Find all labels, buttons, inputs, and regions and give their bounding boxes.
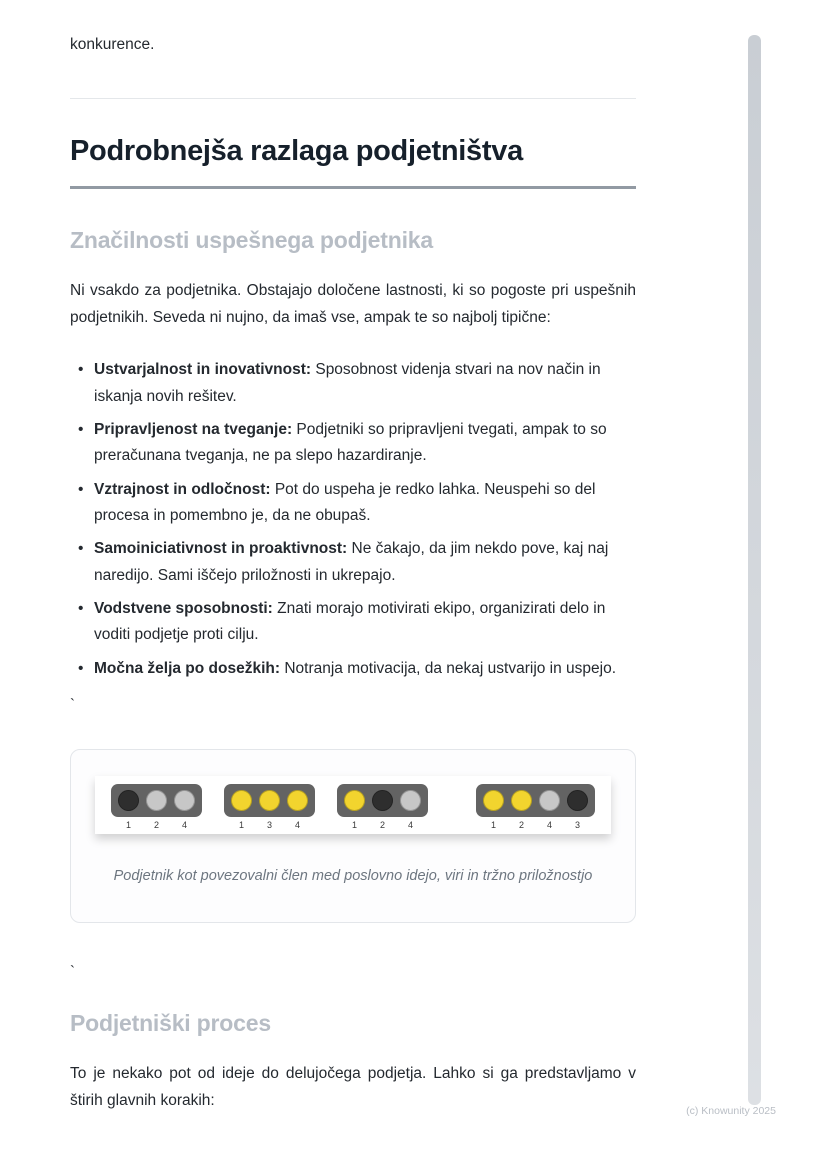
list-item-term: Ustvarjalnost in inovativnost:	[94, 361, 312, 379]
light-label: 4	[181, 820, 187, 831]
figure-caption: Podjetnik kot povezovalni člen med poslovno idejo, viri in tržno priložnostjo	[113, 868, 593, 885]
stray-backtick-2: `	[70, 963, 75, 981]
light-label: 3	[574, 820, 580, 831]
list-item	[70, 477, 636, 530]
list-item-term: Močna želja po dosežkih:	[94, 659, 281, 677]
light-group	[337, 784, 428, 830]
light-label: 1	[490, 820, 496, 831]
light-label: 4	[294, 820, 300, 831]
previous-paragraph-end: konkurence.	[70, 36, 155, 53]
entrepreneur-traits-list	[70, 357, 636, 682]
subsection-title-znacilnosti: Značilnosti uspešnega podjetnika	[70, 227, 433, 253]
figure-card	[70, 749, 636, 923]
light-group	[476, 784, 595, 830]
yellow-light-icon	[231, 790, 252, 811]
list-item-text: Znati morajo motivirati ekipo, organizirati delo in voditi podjetje proti cilju.	[94, 600, 606, 644]
light-labels	[224, 817, 315, 830]
list-item	[70, 357, 636, 410]
list-item-term: Pripravljenost na tveganje:	[94, 421, 293, 438]
gray-light-icon	[400, 790, 421, 811]
subsection-title-proces: Podjetniški proces	[70, 1010, 271, 1037]
light-group	[111, 784, 202, 830]
light-label: 3	[266, 820, 272, 831]
light-panel	[224, 784, 315, 817]
yellow-light-icon	[483, 790, 504, 811]
list-item-text: Ne čakajo, da jim nekdo pove, kaj naj naredijo. Sami iščejo priložnosti in ukrepajo.	[94, 540, 609, 584]
gray-light-icon	[539, 790, 560, 811]
list-item-text: Sposobnost videnja stvari na nov način in iskanja novih rešitev.	[94, 361, 601, 405]
list-item-text: Notranja motivacija, da nekaj ustvarijo in uspejo.	[280, 659, 617, 677]
list-item-text: Pot do uspeha je redko lahka. Neuspehi so del procesa in pomembno je, da ne obupaš.	[94, 480, 596, 525]
list-item-term: Vztrajnost in odločnost:	[94, 480, 271, 498]
dark-light-icon	[567, 790, 588, 811]
list-item	[70, 417, 636, 470]
stray-backtick: `	[70, 696, 75, 714]
list-item-text: Podjetniki so pripravljeni tvegati, ampak to so preračunana tveganja, ne pa slepo hazardiranje.	[94, 421, 607, 465]
light-label: 4	[407, 820, 413, 831]
light-label: 2	[153, 820, 159, 831]
yellow-light-icon	[344, 790, 365, 811]
light-label: 1	[351, 820, 357, 831]
light-panel	[111, 784, 202, 817]
light-panel	[337, 784, 428, 817]
traffic-lights-figure	[95, 776, 611, 834]
light-label: 1	[238, 820, 244, 831]
list-item	[70, 596, 636, 649]
list-item	[70, 536, 636, 589]
yellow-light-icon	[287, 790, 308, 811]
dark-light-icon	[118, 790, 139, 811]
scrollbar[interactable]	[748, 35, 761, 1105]
light-labels	[476, 817, 595, 830]
gray-light-icon	[174, 790, 195, 811]
list-item	[70, 656, 636, 682]
light-labels	[111, 817, 202, 830]
yellow-light-icon	[259, 790, 280, 811]
light-panel	[476, 784, 595, 817]
copyright-footer: (c) Knowunity 2025	[686, 1105, 776, 1117]
light-group	[224, 784, 315, 830]
gray-light-icon	[146, 790, 167, 811]
list-item-term: Vodstvene sposobnosti:	[94, 600, 273, 618]
light-label: 1	[125, 820, 131, 831]
yellow-light-icon	[511, 790, 532, 811]
list-item-term: Samoiniciativnost in proaktivnost:	[94, 540, 348, 558]
section-title: Podrobnejša razlaga podjetništva	[70, 135, 636, 189]
light-label: 4	[546, 820, 552, 831]
light-label: 2	[518, 820, 524, 831]
light-labels	[337, 817, 428, 830]
light-label: 2	[379, 820, 385, 831]
document-page	[70, 0, 636, 1114]
section-divider	[70, 98, 636, 99]
dark-light-icon	[372, 790, 393, 811]
intro-paragraph: Ni vsakdo za podjetnika. Obstajajo določene lastnosti, ki so pogoste pri uspešnih podjetnikih. Seveda ni nujno, da imaš vse, ampak te so najbolj tipične:	[70, 282, 636, 326]
process-intro-paragraph: To je nekako pot od ideje do delujočega podjetja. Lahko si ga predstavljamo v štirih glavnih korakih:	[70, 1065, 636, 1109]
